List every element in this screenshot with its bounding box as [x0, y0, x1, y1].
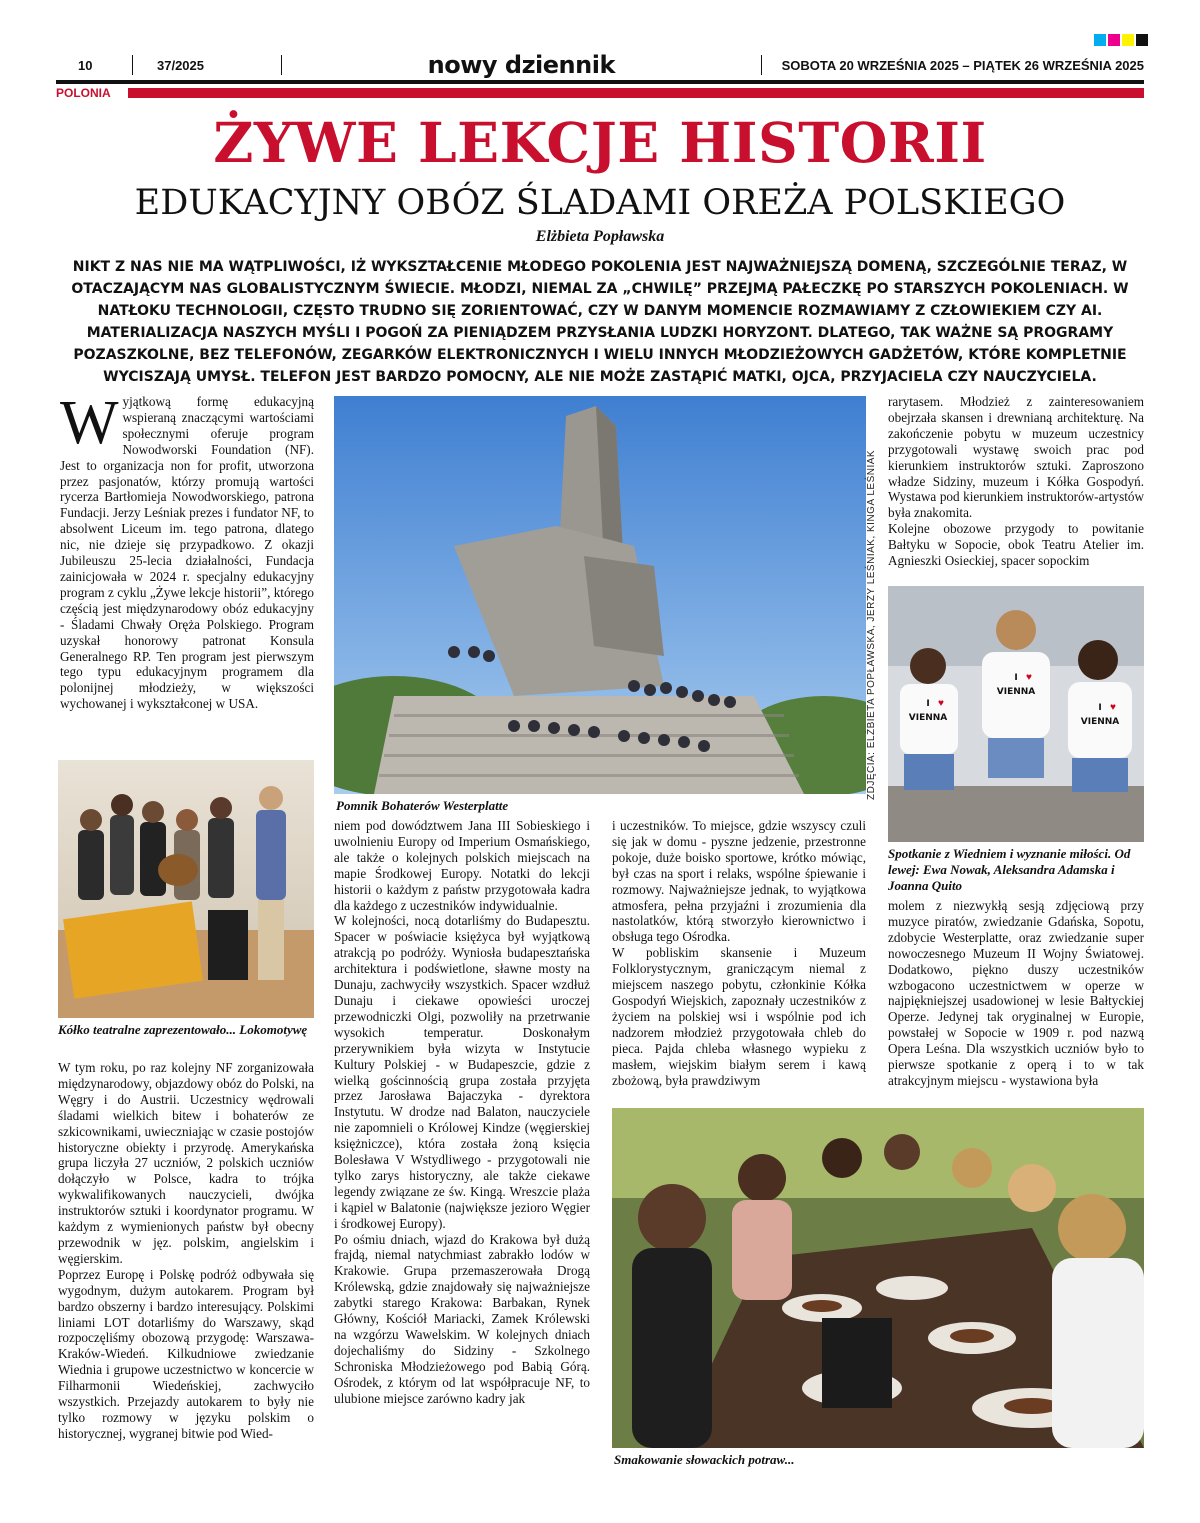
paragraph: W tym roku, po raz kolejny NF zorganizowała międzynarodowy, objazdowy obóz do Polski, na Węgry i do Austrii. Uczestnicy wędrowali śladami wielkich bitew i bohaterów ze szkicownikami, uwieczniając w czasie postojów historyczne obiekty i przyrodę. Amerykańska grupa liczyła 27 uczniów, 2 polskich uczniów dołączyło w Polsce, kadra to trójka wykwalifikowanych nauczycieli, dwójka instruktorów sztuki i koordynator programu. W każdym z wymienionych państw był obecny przewodnik w jęz. polskim, angielskim i węgierskim.	[58, 1060, 314, 1266]
article-lead: NIKT Z NAS NIE MA WĄTPLIWOŚCI, IŻ WYKSZTAŁCENIE MŁODEGO POKOLENIA JEST NAJWAŻNIEJSZĄ DOMENĄ, SZCZEGÓLNIE TERAZ, W OTACZAJĄCYM NAS GLOBALISTYCZNYM ŚWIECIE. MŁODZI, NIEMAL ZA „CHWILĘ” PRZEJMĄ PAŁECZKĘ PO STARSZYCH POKOLENIACH. W NATŁOKU TECHNOLOGII, CZĘSTO TRUDNO SIĘ ZORIENTOWAĆ, CZY W DANYM MOMENCIE ROZMAWIAMY Z CZŁOWIEKIEM CZY AI. MATERIALIZACJA NASZYCH MYŚLI I POGOŃ ZA PIENIĄDZEM PRZYSŁANIA LUDZKI HORYZONT. DLATEGO, TAK WAŻNE SĄ PROGRAMY POZASZKOLNE, BEZ TELEFONÓW, ZEGARKÓW ELEKTRONICZNYCH I WIELU INNYCH MŁODZIEŻOWYCH GADŻETÓW, KTÓRE KOMPLETNIE WYCISZAJĄ UMYSŁ. TELEFON JEST BARDZO POMOCNY, ALE NIE MOŻE ZASTĄPIĆ MATKI, OJCA, PRZYJACIELA CZY NAUCZYCIELA.	[71, 259, 1129, 385]
article-author: Elżbieta Popławska	[535, 228, 665, 245]
heart-icon: ♥	[1110, 702, 1116, 713]
article-subtitle: EDUKACYJNY OBÓZ ŚLADAMI OREŻA POLSKIEGO	[134, 183, 1066, 223]
page-header	[62, 50, 1144, 80]
caption-monument: Pomnik Bohaterów Westerplatte	[336, 798, 509, 813]
header-rule	[56, 80, 1144, 84]
issue-number: 37/2025	[157, 57, 204, 73]
theatre-photo-illustration	[58, 760, 314, 1018]
caption-theatre: Kółko teatralne zaprezentowało... Lokomotywę	[58, 1022, 308, 1037]
caption-vienna: Spotkanie z Wiedniem i wyznanie miłości. Od lewej: Ewa Nowak, Aleksandra Adamska i Joanna Quito	[888, 846, 1131, 893]
photo-vienna	[888, 586, 1144, 842]
section-label: POLONIA	[56, 86, 111, 100]
column-4-bottom	[888, 898, 1144, 1104]
paragraph: Poprzez Europę i Polskę podróż odbywała się wygodnym, dużym autokarem. Program był bardzo obszerny i bardzo interesujący. Polskimi liniami LOT dotarliśmy do Warszawy, skąd rozpoczęliśmy obozową przygodę: Warszawa-Kraków-Wiedeń. Kilkudniowe zwiedzanie Wiednia i grupowe uczestnictwo w koncercie w Filharmonii Wiedeńskiej, zachwyciło wszystkich. Przejazdy autokarem to były nie tylko rozmowy w języku polskim o historycznej, wygranej bitwie pod Wied-	[58, 1266, 314, 1441]
column-1-body	[58, 1060, 314, 1505]
registration-marks	[1094, 34, 1148, 46]
tshirt-text: VIENNA	[996, 687, 1036, 697]
tshirt-i: I	[1014, 673, 1018, 683]
heart-icon: ♥	[1026, 672, 1032, 683]
monument-photo-illustration	[334, 396, 866, 794]
column-2	[334, 818, 590, 1508]
section-bar	[128, 88, 1144, 98]
tshirt-i: I	[1098, 703, 1102, 713]
paragraph: i uczestników. To miejsce, gdzie wszyscy czuli się jak w domu - pyszne jedzenie, przestronne pokoje, duże boisko sportowe, krótko mówiąc, był czas na sport i relaks, wspólne śpiewanie i rozmowy. Najważniejsze jednak, to wyjątkowa atmosfera, pełna przyjaźni i zrozumienia dla nastolatków, którą stworzyło kierownictwo i obsługa tego Ośrodka.	[612, 818, 866, 945]
vienna-photo-illustration	[888, 586, 1144, 842]
photo-theatre-group	[58, 760, 314, 1018]
drop-cap: W	[60, 394, 119, 457]
column-4-top	[888, 394, 1144, 584]
paragraph: Kolejne obozowe przygody to powitanie Bałtyku w Sopocie, obok Teatru Atelier im. Agnieszki Osieckiej, spacer sopockim	[888, 521, 1144, 569]
tshirt-text: VIENNA	[1080, 717, 1120, 727]
photo-credit: ZDJĘCIA: ELŻBIETA POPŁAWSKA, JERZY LEŚNIAK, KINGA LEŚNIAK	[866, 449, 877, 800]
column-1-intro	[60, 394, 314, 754]
paragraph: W kolejności, nocą dotarliśmy do Budapesztu. Spacer w poświacie księżyca był wyjątkową atrakcją po podróży. Wyniosła budapesztańska architektura i podświetlone, sławne mosty na Dunaju, zachwyciły wszystkich. Spacer wzdłuż Dunaju i ciekawe opowieści uroczej przewodniczki Olgi, pozwoliły na przetrwanie wysokich temperatur. Doskonałym przerywnikiem była wizyta w Instytucie Kultury Polskiej - w Budapeszcie, gdzie z wielką gościnnością grupa została przyjęta przez Jarosława Bajaczyka - dyrektora Instytutu. W drodze nad Balaton, nauczyciele nie zapomnieli o Królowej Kindze (węgierskiej księżniczce), która została żoną księcia Bolesława V Wstydliwego - przygotowali nie tylko zarys historyczny, ale także ciekawe legendy związane ze św. Kingą. Wreszcie plaża i kąpiel w Balatonie (największe jezioro Węgier i środkowej Europy).	[334, 913, 590, 1231]
caption-dinner: Smakowanie słowackich potraw...	[614, 1452, 795, 1467]
page-number: 10	[78, 57, 93, 73]
tshirt-i: I	[926, 699, 930, 709]
paragraph: rarytasem. Młodzież z zainteresowaniem obejrzała skansen i drewnianą architekturę. Na zakończenie pobytu w muzeum uczestnicy przygotowali wystawę swoich prac pod kierunkiem instruktorów sztuki. Zaproszono władze Sidziny, muzeum i Kółka Gospodyń. Wystawa pod kierunkiem instruktorów-artystów była znakomita.	[888, 394, 1144, 521]
paragraph: yjątkową formę edukacyjną wspieraną znaczącymi wartościami społecznymi oferuje program Nowodworski Foundation (NF). Jest to organizacja non for profit, utworzona przez pasjonatów, którzy promują wartości rycerza Bartłomieja Nowodworskiego, patrona Fundacji. Jerzy Leśniak prezes i fundator NF, to absolwent Liceum im. tego patrona, dlatego nic, nie dzieje się przypadkowo. Z okazji Jubileuszu 25-lecia działalności, Fundacja zainicjowała w 2024 r. specjalny edukacyjny program z cyklu „Żywe lekcje historii”, którego częścią jest międzynarodowy obóz edukacyjny - Śladami Chwały Oręża Polskiego. Program uzyskał honorowy patronat Konsula Generalnego RP. Ten program jest pierwszym tego typu edukacyjnym programem dla polonijnej młodzieży, w większości wychowanej i wykształconej w USA.	[60, 394, 314, 712]
heart-icon: ♥	[938, 698, 944, 709]
paragraph: niem pod dowództwem Jana III Sobieskiego i uwolnieniu Europy od Imperium Osmańskiego, ale także o kolejnych polskich miejscach na mapie Środkowej Europy. Notatki do lekcji historii o każdym z państw przygotowała kadra dla każdego z uczestników indywidualnie.	[334, 818, 590, 913]
column-3	[612, 818, 866, 1106]
masthead: nowy dziennik	[427, 51, 615, 79]
article-title: ŻYWE LEKCJE HISTORII	[213, 110, 987, 175]
date-range: SOBOTA 20 WRZEŚNIA 2025 – PIĄTEK 26 WRZEŚNIA 2025	[781, 57, 1144, 73]
dinner-photo-illustration	[612, 1108, 1144, 1448]
paragraph: Po ośmiu dniach, wjazd do Krakowa był dużą frajdą, niemal natychmiast zabrakło lodów w Krakowie. Grupa przemaszerowała Drogą Królewską, gdzie znajdowały się najważniejsze zabytki starego Krakowa: Barbakan, Rynek Główny, Kościół Mariacki, Zamek Królewski na wzgórzu Wawelskim. W kolejnych dniach dojechaliśmy do Sidziny - Szkolnego Schroniska Młodzieżowego pod Babią Górą. Ośrodek, z którym od lat współpracuje NF, to ulubione miejsce zarówno kadry jak	[334, 1231, 590, 1406]
photo-dinner	[612, 1108, 1144, 1448]
paragraph: W pobliskim skansenie i Muzeum Folklorystycznym, graniczącym niemal z miejscem naszego pobytu, członkinie Kółka Gospodyń Wiejskich, zapoznały uczestników z życiem na polskiej wsi i wspólnie pod ich nadzorem młodzież przygotowała chleb do pieca. Pajda chleba własnego wypieku z masłem, wiejskim białym serem i kawą zbożową, była prawdziwym	[612, 945, 866, 1088]
photo-westerplatte-monument	[334, 396, 866, 794]
paragraph: molem z niezwykłą sesją zdjęciową przy muzyce piratów, zwiedzanie Gdańska, Sopotu, zdobycie Westerplatte, oraz zwiedzanie super nowoczesnego Muzeum II Wojny Światowej. Dodatkowo, piękno duszy uczestników wzbogacono uczestnictwem w operze w najpiękniejszej usadowionej w lesie Bałtyckiej Operze. Jedynej tak oryginalnej w Europie, powstałej w Sopocie w 1909 r. pod nazwą Opera Leśna. Dla wszystkich uczniów było to pierwsze spotkanie z operą i to w tak atrakcyjnym miejscu - wystawiona była	[888, 898, 1144, 1088]
tshirt-text: VIENNA	[908, 713, 948, 723]
